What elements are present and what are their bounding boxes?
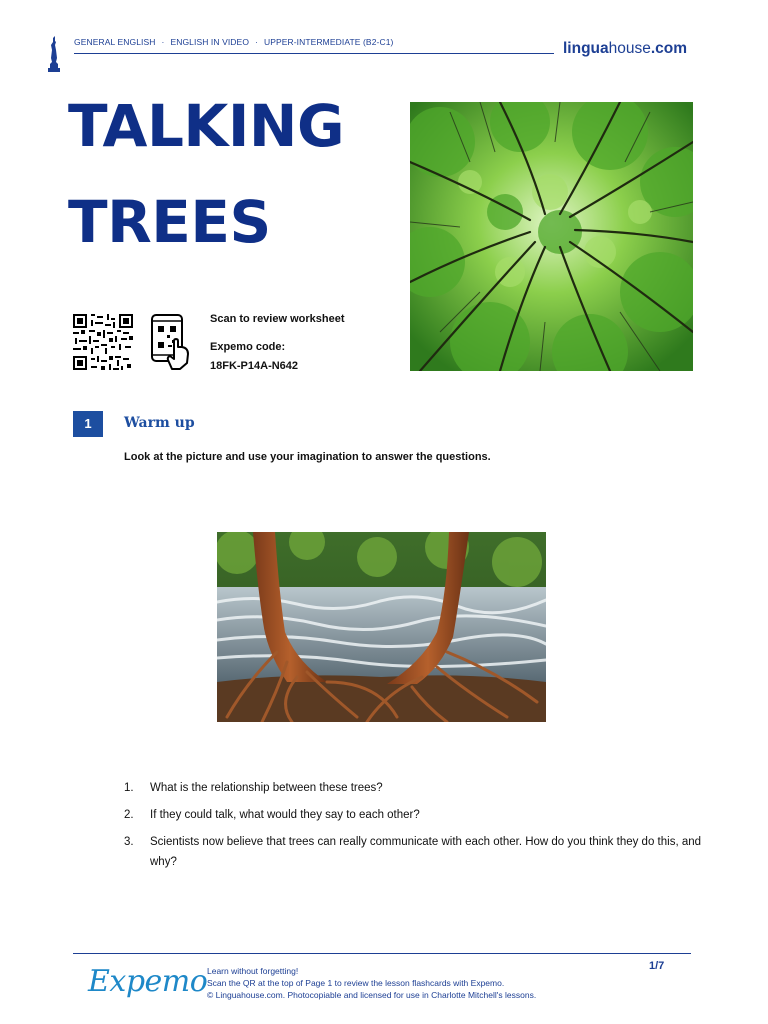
footer-copyright: © Linguahouse.com. Photocopiable and licensed for use in Charlotte Mitchell's lessons.	[207, 990, 537, 1000]
section-instructions: Look at the picture and use your imagination to answer the questions.	[124, 451, 491, 463]
question-item	[124, 832, 704, 872]
breadcrumb-item[interactable]: UPPER-INTERMEDIATE (B2-C1)	[263, 37, 394, 47]
qr-code-icon[interactable]	[73, 314, 133, 370]
footer-text	[207, 965, 536, 1001]
breadcrumb-separator: ·	[255, 37, 258, 47]
question-number: 1.	[124, 782, 134, 794]
river-trees-photo	[217, 532, 546, 722]
section-number: 1	[73, 411, 103, 437]
page-number: 1/7	[649, 960, 665, 972]
footer-scan-note: Scan the QR at the top of Page 1 to review the lesson flashcards with Expemo.	[207, 978, 505, 988]
breadcrumb-item[interactable]: GENERAL ENGLISH	[74, 37, 156, 47]
footer-tagline: Learn without forgetting!	[207, 966, 299, 976]
page-title-line1: TALKING	[68, 92, 345, 160]
expemo-logo[interactable]: Expemo	[88, 964, 208, 999]
logo-part-house: house	[608, 40, 651, 57]
phone-scan-icon	[150, 313, 192, 371]
logo-part-domain: .com	[650, 40, 688, 57]
section-title: Warm up	[124, 415, 195, 431]
footer-divider	[73, 953, 691, 954]
breadcrumb-separator: ·	[161, 37, 165, 47]
expemo-code-value: 18FK-P14A-N642	[210, 360, 299, 372]
question-number: 2.	[124, 809, 134, 821]
breadcrumb	[74, 37, 393, 47]
question-text: Scientists now believe that trees can really communicate with each other. How do you think they do this, and why?	[150, 836, 702, 868]
logo-part-lingua: lingua	[563, 40, 609, 57]
breadcrumb-item[interactable]: ENGLISH IN VIDEO	[170, 37, 250, 47]
question-text: What is the relationship between these trees?	[150, 782, 383, 794]
scan-label: Scan to review worksheet	[210, 313, 345, 325]
statue-of-liberty-icon	[47, 36, 61, 72]
linguahouse-logo[interactable]	[563, 40, 687, 58]
question-item	[124, 778, 704, 798]
expemo-code-label: Expemo code:	[210, 341, 286, 353]
question-text: If they could talk, what would they say to each other?	[150, 809, 420, 821]
tree-canopy-photo	[410, 102, 693, 371]
page-title-line2: TREES	[68, 188, 271, 256]
question-list	[124, 778, 704, 879]
question-number: 3.	[124, 836, 134, 848]
question-item	[124, 805, 704, 825]
header-divider	[74, 53, 554, 54]
